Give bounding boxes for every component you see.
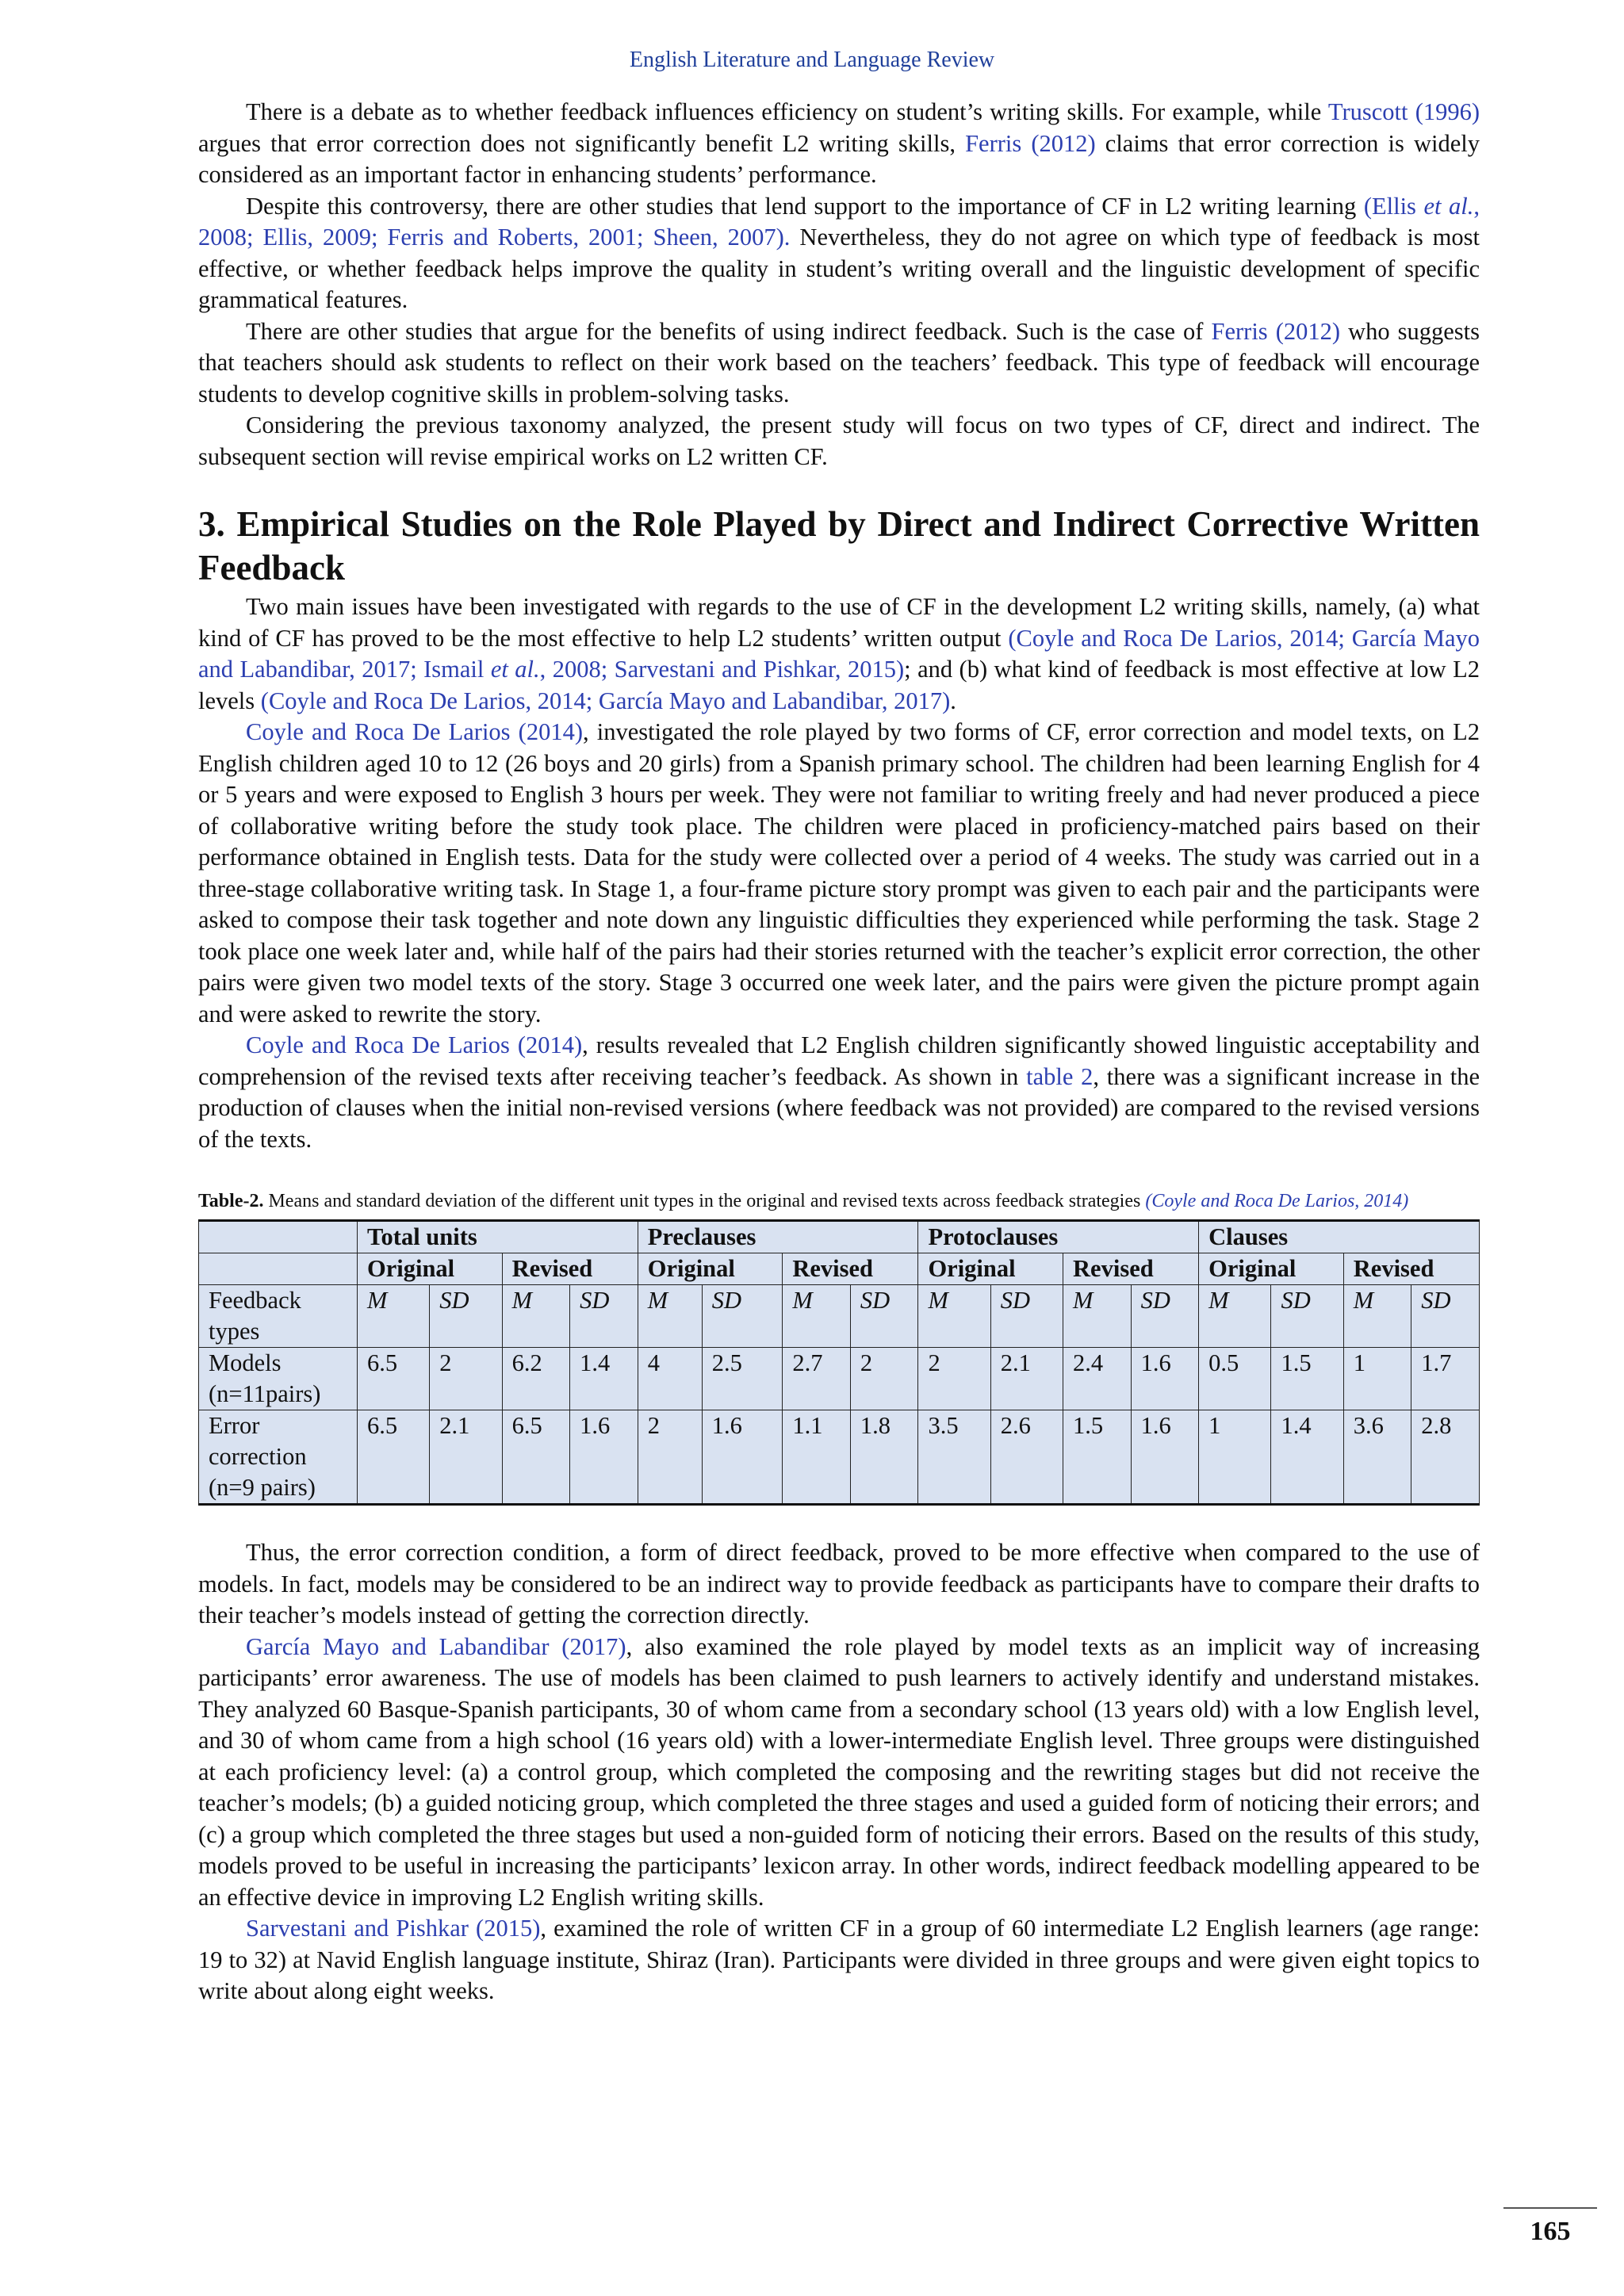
- table-row-label: Feedback types: [199, 1285, 358, 1348]
- table-subheader: Revised: [1063, 1253, 1199, 1285]
- table-subheader: Original: [358, 1253, 503, 1285]
- paragraph-4: Considering the previous taxonomy analyzed, the present study will focus on two types of CF, direct and indirect. The subsequent section will revise empirical works on L2 written CF.: [198, 411, 1480, 470]
- paragraph-5: Two main issues have been investigated with regards to the use of CF in the development L2 writing skills, namely, (a) what kind of CF has proved to be the most effective to help L2 students’ written output (Coyle and Roca De Larios, 2014; García Mayo and Labandibar, 2017; Ismail et al., 2008; Sarvestani and Pishkar, 2015); and (b) what kind of feedback is most effective at low L2 levels (Coyle and Roca De Larios, 2014; García Mayo and Labandibar, 2017).: [198, 593, 1480, 714]
- paragraph-10: Sarvestani and Pishkar (2015), examined the role of written CF in a group of 60 intermediate L2 English learners (age range: 19 to 32) at Navid English language institute, Shiraz (Iran). Participants were divided in three groups and were given eight topics to write about along eight weeks.: [198, 1915, 1480, 2004]
- table-group-header: Preclauses: [638, 1221, 918, 1253]
- section-heading: 3. Empirical Studies on the Role Played by Direct and Indirect Corrective Written Feedback: [198, 504, 1480, 587]
- citation-link[interactable]: Ferris (2012): [1211, 317, 1341, 345]
- citation-link[interactable]: Coyle and Roca De Larios (2014): [246, 1031, 583, 1058]
- citation-link[interactable]: (Coyle and Roca De Larios, 2014; García Mayo and Labandibar, 2017): [260, 687, 951, 714]
- citation-link[interactable]: Truscott (1996): [1327, 98, 1480, 125]
- citation-link[interactable]: Sarvestani and Pishkar (2015): [246, 1915, 541, 1942]
- paragraph-7: Coyle and Roca De Larios (2014), results revealed that L2 English children significantly showed linguistic acceptability and comprehension of the revised texts after receiving teacher’s feedback. As shown in table 2, there was a significant increase in the production of clauses when the initial non-revised versions (where feedback was not provided) are compared to the revised versions of the texts.: [198, 1031, 1480, 1153]
- citation-link[interactable]: (Ellis et al., 2008; Ellis, 2009; Ferris and Roberts, 2001; Sheen, 2007).: [198, 192, 1480, 251]
- paragraph-1: There is a debate as to whether feedback influences efficiency on student’s writing skills. For example, while Truscott (1996) argues that error correction does not significantly benefit L2 writing skills, Ferris (2012) claims that error correction is widely considered as an important factor in enhancing students’ performance.: [198, 98, 1480, 188]
- paragraph-9: García Mayo and Labandibar (2017), also examined the role played by model texts as an implicit way of increasing participants’ error awareness. The use of models has been claimed to push learners to actively identify and understand mistakes. They analyzed 60 Basque-Spanish participants, 30 of whom came from a secondary school (13 years old) with a low English level, and 30 of whom came from a high school (16 years old) with a lower-intermediate English level. Three groups were distinguished at each proficiency level: (a) a control group, which completed the composing and the rewriting stages but did not receive the teacher’s models; (b) a guided noticing group, which completed the three stages and used a guided form of noticing their errors; and (c) a group which completed the three stages but used a non-guided form of noticing their errors. Based on the results of this study, models proved to be useful in increasing the participants’ lexicon array. In other words, indirect feedback modelling appeared to be an effective device in improving L2 English writing skills.: [198, 1632, 1480, 1911]
- paragraph-2: Despite this controversy, there are other studies that lend support to the importance of CF in L2 writing learning (Ellis et al., 2008; Ellis, 2009; Ferris and Roberts, 2001; Sheen, 2007). Nevertheless, they do not agree on which type of feedback is most effective, or whether feedback helps improve the quality in student’s writing overall and the linguistic development of specific grammatical features.: [198, 192, 1480, 313]
- table-row-label: Error correction (n=9 pairs): [199, 1410, 358, 1505]
- table-group-header: Total units: [358, 1221, 638, 1253]
- table-subheader: Revised: [783, 1253, 918, 1285]
- table-stats-row: Feedback types M SD M SD M SD M SD M SD M SD M SD M SD: [199, 1285, 1480, 1348]
- citation-link[interactable]: García Mayo and Labandibar (2017): [246, 1632, 626, 1660]
- table-subheader-row: [199, 1253, 1480, 1285]
- table-subheader: Revised: [502, 1253, 638, 1285]
- paragraph-8: Thus, the error correction condition, a form of direct feedback, proved to be more effective when compared to the use of models. In fact, models may be considered to be an indirect way to provide feedback as participants have to compare their drafts to their teacher’s models instead of getting the correction directly.: [198, 1539, 1480, 1628]
- table-group-header-row: [199, 1221, 1480, 1253]
- citation-link[interactable]: (Coyle and Roca De Larios, 2014): [1145, 1191, 1409, 1211]
- table-subheader: Revised: [1343, 1253, 1479, 1285]
- table-subheader: Original: [918, 1253, 1063, 1285]
- table-row: Error correction (n=9 pairs) 6.5 2.1 6.5 1.6 2 1.6 1.1 1.8 3.5 2.6 1.5 1.6 1 1.4 3.6 2.8: [199, 1410, 1480, 1505]
- main-content: [198, 97, 1480, 2007]
- journal-title: English Literature and Language Review: [629, 48, 995, 72]
- table-corner-cell: [199, 1221, 358, 1253]
- table-group-header: Clauses: [1199, 1221, 1480, 1253]
- table-caption: Table-2. Means and standard deviation of the different unit types in the original and revised texts across feedback strategies (Coyle and Roca De Larios, 2014): [198, 1191, 1409, 1211]
- citation-link[interactable]: Ferris (2012): [965, 129, 1096, 157]
- results-table: [198, 1219, 1480, 1506]
- citation-link[interactable]: Coyle and Roca De Larios (2014): [246, 718, 583, 745]
- citation-link[interactable]: (Coyle and Roca De Larios, 2014; García Mayo and Labandibar, 2017; Ismail et al., 2008; Sarvestani and Pishkar, 2015): [198, 624, 1480, 683]
- paragraph-6: Coyle and Roca De Larios (2014), investigated the role played by two forms of CF, error correction and model texts, on L2 English children aged 10 to 12 (26 boys and 20 girls) from a Spanish primary school. The children had been learning English for 4 or 5 years and were exposed to English 3 hours per week. They were not familiar to writing freely and had never produced a piece of collaborative writing before the study took place. The children were placed in proficiency-matched pairs based on their performance obtained in English tests. Data for the study were collected over a period of 4 weeks. The study was carried out in a three-stage collaborative writing task. In Stage 1, a four-frame picture story prompt was given to each pair and the participants were asked to compose their task together and note down any linguistic difficulties they experienced while performing the task. Stage 2 took place one week later and, while half of the pairs had their stories returned with the teacher’s explicit error correction, the other pairs were given two model texts of the story. Stage 3 occurred one week later, and the pairs were given the picture prompt again and were asked to rewrite the story.: [198, 718, 1480, 1027]
- table-row-label: Models (n=11pairs): [199, 1348, 358, 1410]
- table-subheader: Original: [638, 1253, 783, 1285]
- page-number: 165: [1530, 2217, 1571, 2246]
- footer-rule: [1503, 2207, 1597, 2209]
- table-row: Models (n=11pairs) 6.5 2 6.2 1.4 4 2.5 2.7 2 2 2.1 2.4 1.6 0.5 1.5 1 1.7: [199, 1348, 1480, 1410]
- table-group-header: Protoclauses: [918, 1221, 1199, 1253]
- table-subheader: Original: [1199, 1253, 1344, 1285]
- paragraph-3: There are other studies that argue for the benefits of using indirect feedback. Such is the case of Ferris (2012) who suggests that teachers should ask students to reflect on their work based on the teachers’ feedback. This type of feedback will encourage students to develop cognitive skills in problem-solving tasks.: [198, 317, 1480, 408]
- table-reference-link[interactable]: table 2: [1026, 1062, 1094, 1090]
